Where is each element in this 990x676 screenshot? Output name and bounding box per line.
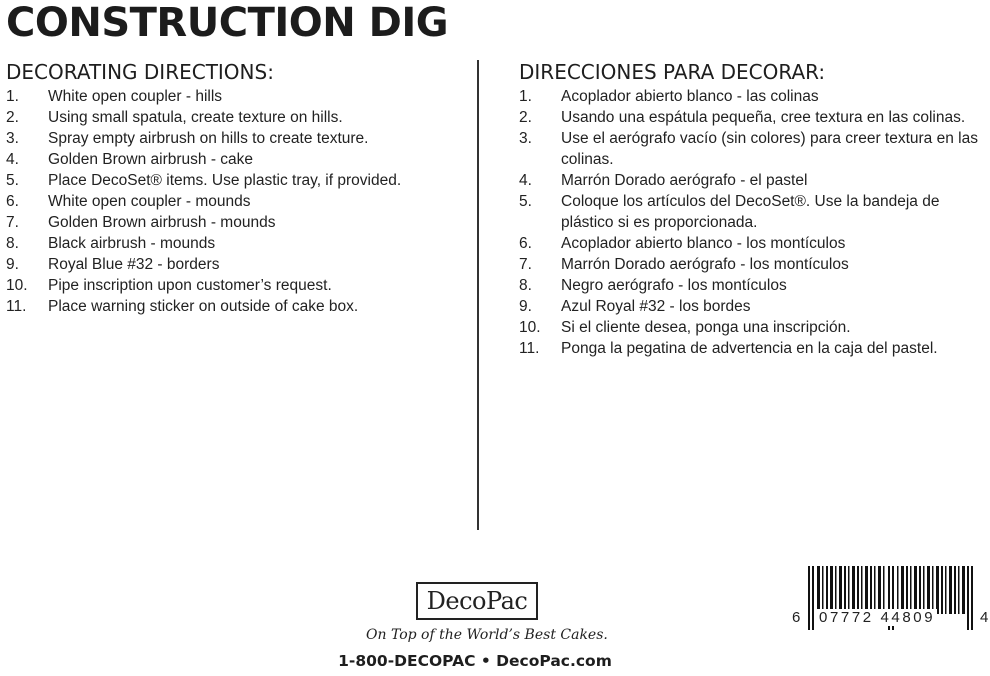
- list-item: [519, 296, 984, 317]
- step-text: Use el aerógrafo vacío (sin colores) para creer textura en las colinas.: [561, 130, 978, 168]
- step-number: 11.: [6, 298, 27, 315]
- step-number: 5.: [519, 193, 532, 210]
- step-number: 6.: [519, 235, 532, 252]
- step-number: 8.: [6, 235, 19, 252]
- step-number: 10.: [6, 277, 28, 294]
- list-item: [519, 191, 984, 233]
- step-number: 3.: [519, 130, 532, 147]
- step-number: 5.: [6, 172, 19, 189]
- list-item: [6, 170, 466, 191]
- step-text: White open coupler - hills: [48, 88, 223, 105]
- barcode-number: [790, 609, 990, 631]
- list-item: [6, 212, 466, 233]
- list-item: [519, 254, 984, 275]
- list-item: [519, 275, 984, 296]
- step-text: Marrón Dorado aerógrafo - el pastel: [561, 172, 808, 189]
- spanish-directions: [519, 60, 984, 359]
- step-number: 7.: [519, 256, 532, 273]
- step-text: Acoplador abierto blanco - los montículos: [561, 235, 846, 252]
- list-item: [519, 233, 984, 254]
- step-number: 8.: [519, 277, 532, 294]
- step-number: 2.: [6, 109, 19, 126]
- decopac-logo: [416, 582, 538, 620]
- list-item: [519, 86, 984, 107]
- list-item: [519, 170, 984, 191]
- list-item: [6, 275, 466, 296]
- barcode-first-digit: 6: [792, 609, 801, 626]
- step-number: 4.: [6, 151, 19, 168]
- step-number: 11.: [519, 340, 540, 357]
- step-text: Marrón Dorado aerógrafo - los montículos: [561, 256, 849, 273]
- step-text: Golden Brown airbrush - cake: [48, 151, 254, 168]
- column-divider: [477, 60, 479, 530]
- step-text: Place warning sticker on outside of cake box.: [48, 298, 359, 315]
- barcode-last-digit: 4: [980, 609, 989, 626]
- spanish-heading: DIRECCIONES PARA DECORAR:: [519, 60, 826, 84]
- step-text: Negro aerógrafo - los montículos: [561, 277, 787, 294]
- contact-info: 1-800-DECOPAC • DecoPac.com: [338, 652, 612, 670]
- step-number: 9.: [6, 256, 19, 273]
- tagline: On Top of the World’s Best Cakes.: [366, 627, 608, 643]
- step-text: Pipe inscription upon customer’s request.: [48, 277, 332, 294]
- list-item: [6, 86, 466, 107]
- step-number: 3.: [6, 130, 19, 147]
- list-item: [6, 254, 466, 275]
- list-item: [6, 149, 466, 170]
- step-text: Spray empty airbrush on hills to create texture.: [48, 130, 369, 147]
- logo-text: DecoPac: [426, 587, 528, 615]
- step-text: Acoplador abierto blanco - las colinas: [561, 88, 819, 105]
- step-number: 1.: [6, 88, 19, 105]
- step-number: 1.: [519, 88, 532, 105]
- step-number: 2.: [519, 109, 532, 126]
- list-item: [6, 233, 466, 254]
- page-title: CONSTRUCTION DIG: [6, 0, 449, 46]
- step-text: Ponga la pegatina de advertencia en la caja del pastel.: [561, 340, 938, 357]
- list-item: [6, 107, 466, 128]
- english-heading: DECORATING DIRECTIONS:: [6, 60, 274, 84]
- english-steps-list: [6, 86, 466, 317]
- step-text: Royal Blue #32 - borders: [48, 256, 220, 273]
- english-directions: [6, 60, 466, 317]
- step-text: Using small spatula, create texture on hills.: [48, 109, 343, 126]
- step-number: 7.: [6, 214, 19, 231]
- step-text: Azul Royal #32 - los bordes: [561, 298, 751, 315]
- step-text: Golden Brown airbrush - mounds: [48, 214, 276, 231]
- step-text: Black airbrush - mounds: [48, 235, 216, 252]
- step-text: Coloque los artículos del DecoSet®. Use la bandeja de plástico si es proporcionada.: [561, 193, 940, 231]
- list-item: [519, 317, 984, 338]
- list-item: [519, 128, 984, 170]
- step-number: 4.: [519, 172, 532, 189]
- step-text: Place DecoSet® items. Use plastic tray, if provided.: [48, 172, 402, 189]
- barcode-middle-digits: 07772 44809: [819, 609, 936, 626]
- step-text: White open coupler - mounds: [48, 193, 251, 210]
- list-item: [6, 191, 466, 212]
- list-item: [6, 296, 466, 317]
- list-item: [519, 107, 984, 128]
- spanish-steps-list: [519, 86, 984, 359]
- step-text: Si el cliente desea, ponga una inscripción.: [561, 319, 851, 336]
- list-item: [6, 128, 466, 149]
- step-text: Usando una espátula pequeña, cree textura en las colinas.: [561, 109, 966, 126]
- step-number: 10.: [519, 319, 541, 336]
- step-number: 9.: [519, 298, 532, 315]
- list-item: [519, 338, 984, 359]
- step-number: 6.: [6, 193, 19, 210]
